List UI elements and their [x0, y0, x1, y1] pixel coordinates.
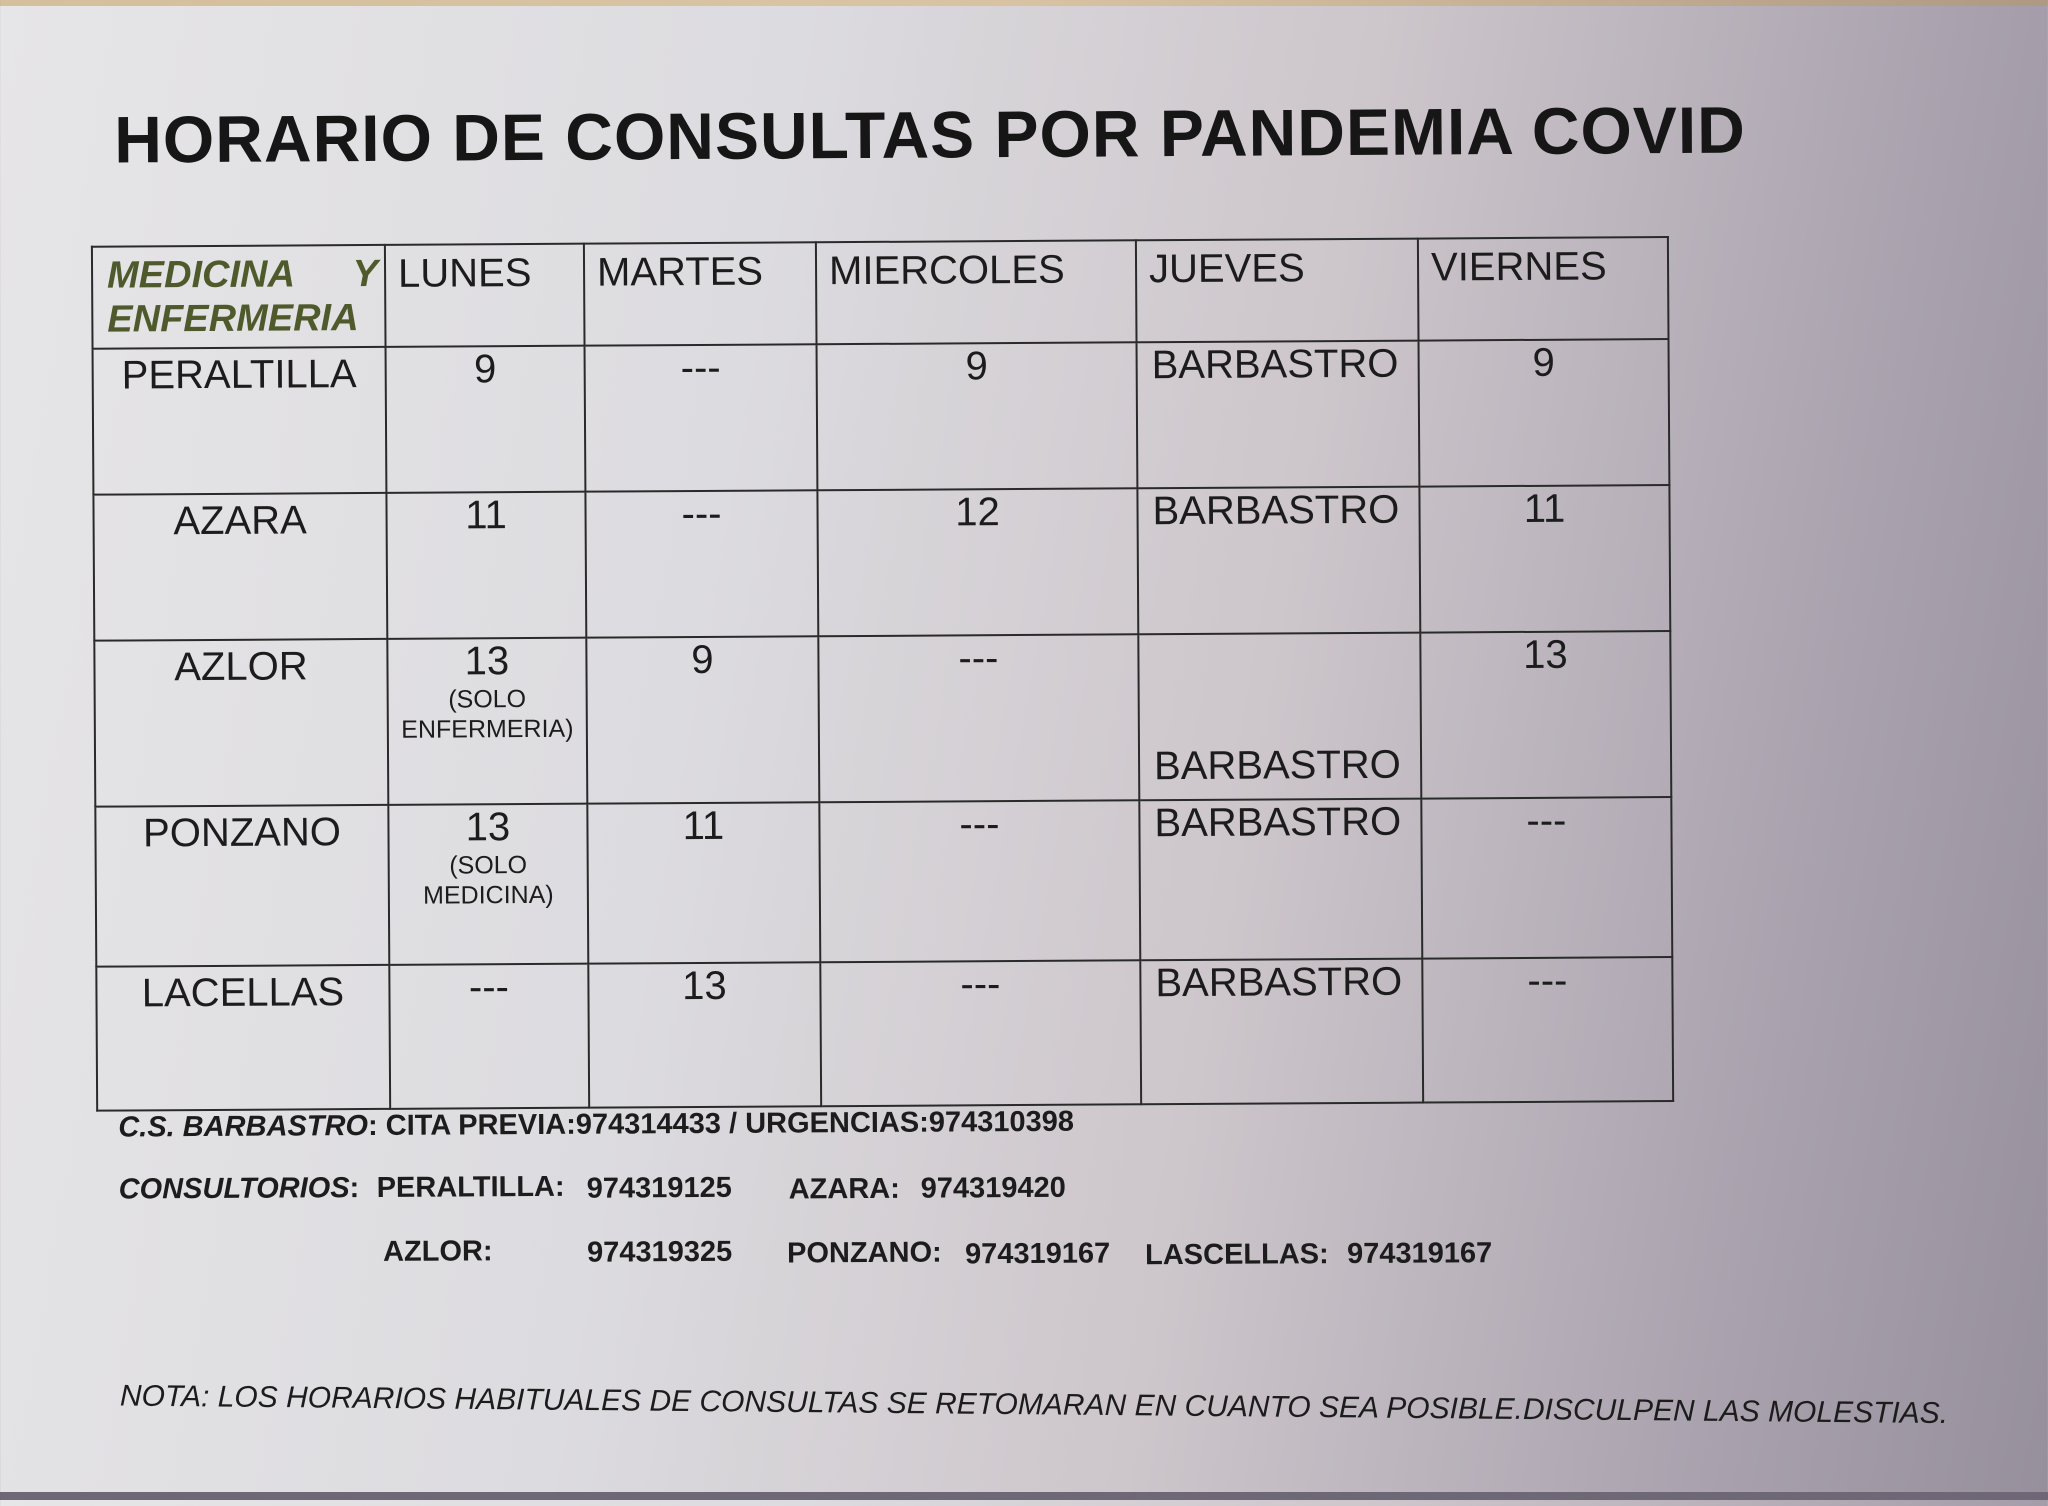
table-row [93, 339, 1670, 495]
ponzano-label: PONZANO: [786, 1236, 942, 1270]
lascellas-phone: 974319167 [1346, 1237, 1493, 1271]
lunes-cell: 9 [386, 346, 586, 493]
ponzano-phone: 974319167 [964, 1237, 1111, 1271]
viernes-cell: --- [1421, 797, 1672, 959]
miercoles-cell: --- [820, 960, 1141, 1106]
schedule-table [91, 236, 1674, 1112]
azara-label: AZARA: [788, 1172, 900, 1206]
lunes-value: 13 [465, 805, 511, 850]
town-cell: PERALTILLA [93, 347, 387, 495]
header-jueves: JUEVES [1136, 239, 1419, 343]
header-viernes: VIERNES [1418, 237, 1669, 341]
cs-barbastro-phones: : CITA PREVIA:974314433 / URGENCIAS:974310398 [367, 1105, 1075, 1143]
miercoles-cell: 12 [817, 488, 1138, 636]
lunes-cell [387, 638, 587, 805]
azara-phone: 974319420 [920, 1171, 1066, 1205]
jueves-cell: BARBASTRO [1140, 959, 1423, 1105]
jueves-cell: BARBASTRO [1138, 633, 1421, 801]
town-cell: LACELLAS [96, 965, 390, 1111]
lunes-value: 13 [464, 639, 510, 684]
viernes-cell: --- [1422, 957, 1673, 1103]
lascellas-label: LASCELLAS: [1144, 1238, 1329, 1272]
table-row [96, 957, 1673, 1111]
table-row [95, 797, 1672, 967]
header-martes: MARTES [584, 242, 817, 345]
corner-header-medicina: MEDICINA [106, 253, 296, 297]
table-row [94, 631, 1671, 807]
martes-cell: 13 [588, 962, 821, 1107]
peraltilla-label: PERALTILLA: [376, 1170, 565, 1204]
consultorios-sep: : [349, 1172, 360, 1205]
martes-cell: --- [585, 344, 818, 491]
header-row [92, 237, 1669, 349]
martes-cell: 9 [586, 636, 819, 803]
page-title: HORARIO DE CONSULTAS POR PANDEMIA COVID [114, 92, 1747, 177]
viernes-cell: 9 [1419, 339, 1670, 487]
jueves-cell: BARBASTRO [1137, 341, 1420, 489]
corner-header-line1 [107, 252, 378, 298]
header-lunes: LUNES [385, 244, 585, 347]
cs-barbastro-line [118, 1106, 1074, 1145]
martes-cell: --- [585, 490, 818, 637]
paper-bottom-edge [0, 1492, 2048, 1500]
peraltilla-phone: 974319125 [586, 1171, 732, 1205]
miercoles-cell: 9 [817, 342, 1138, 490]
lunes-note: (SOLO MEDICINA) [423, 851, 554, 910]
consultorios-label: CONSULTORIOS [118, 1172, 350, 1206]
corner-header [92, 245, 386, 349]
cs-barbastro-label: C.S. BARBASTRO [118, 1110, 369, 1144]
martes-cell: 11 [587, 802, 820, 963]
azlor-label: AZLOR: [382, 1235, 493, 1268]
lunes-note: (SOLO ENFERMERIA) [401, 685, 574, 744]
jueves-cell: BARBASTRO [1137, 487, 1420, 635]
town-cell: AZLOR [94, 639, 388, 807]
corner-header-y: Y [352, 252, 379, 296]
header-miercoles: MIERCOLES [816, 240, 1137, 344]
lunes-cell: 11 [386, 492, 586, 639]
corner-header-enfermeria: ENFERMERIA [107, 297, 359, 341]
town-cell: AZARA [93, 493, 387, 641]
miercoles-cell: --- [818, 634, 1139, 802]
lunes-cell [388, 804, 588, 965]
azlor-phone: 974319325 [586, 1235, 733, 1269]
miercoles-cell: --- [819, 800, 1140, 962]
viernes-cell: 11 [1419, 485, 1670, 633]
consultorios-line [119, 1172, 360, 1206]
viernes-cell: 13 [1420, 631, 1671, 799]
nota-footer: NOTA: LOS HORARIOS HABITUALES DE CONSULTAS SE RETOMARAN EN CUANTO SEA POSIBLE.DISCULPEN LAS MOLESTIAS. [119, 1379, 1949, 1431]
table-row [93, 485, 1670, 641]
jueves-cell: BARBASTRO [1139, 799, 1422, 961]
lunes-cell: --- [389, 964, 589, 1109]
town-cell: PONZANO [95, 805, 389, 967]
